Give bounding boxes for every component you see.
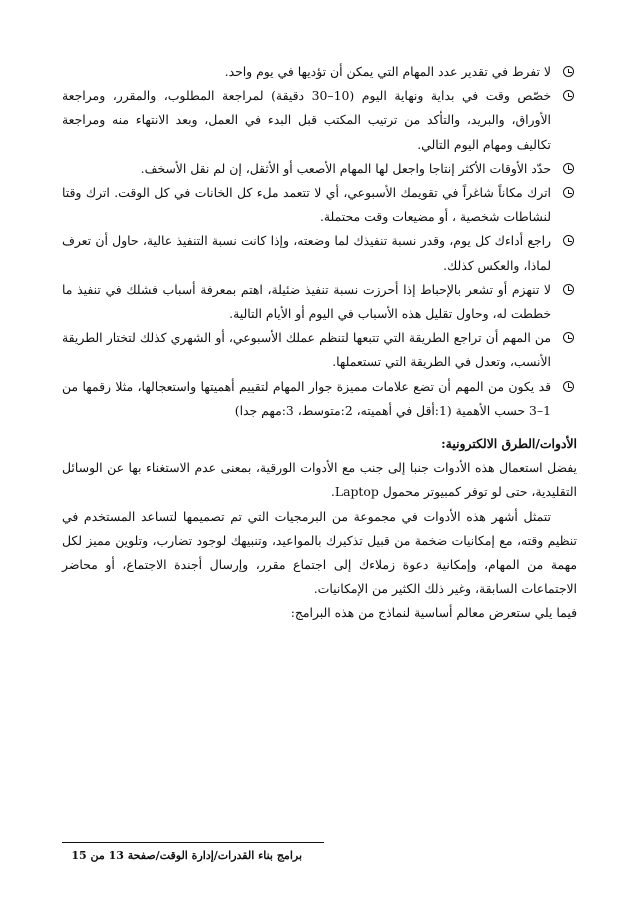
- paragraph-software: تتمثل أشهر هذه الأدوات في مجموعة من البرمجيات التي تم تصميمها لتساعد المستخدم في تنظيم وقته، مع إمكانيات ضخمة من قبيل تذكيرك بالمواعيد، وتنبيهك لوجود تضارب، وتلوين مميز لكل مهمة من المهام، وإمكانية دعوة زملاءك إلى اجتماع مقرر، وإرسال أجندة الاجتماع، أو محاضر الاجتماعات السابقة، وغير ذلك الكثير من الإمكانيات.: [62, 508, 577, 597]
- bullet-text: حدّد الأوقات الأكثر إنتاجا واجعل لها المهام الأصعب أو الأثقل، إن لم نقل الأسخف.: [140, 160, 551, 176]
- clock-icon: [563, 332, 574, 343]
- bullet-item: [62, 326, 577, 374]
- bullet-item: [62, 84, 577, 157]
- bullet-item: [62, 278, 577, 326]
- clock-icon: [563, 284, 574, 295]
- bullet-item: [62, 375, 577, 423]
- clock-icon: [563, 90, 574, 101]
- clock-icon: [563, 187, 574, 198]
- bullet-text: راجع أداءك كل يوم، وقدر نسبة تنفيذك لما وضعته، وإذا كانت نسبة التنفيذ عالية، حاول أن تعرف لماذا، والعكس كذلك.: [62, 233, 551, 273]
- bullet-item: [62, 181, 577, 229]
- clock-icon: [563, 163, 574, 174]
- footer-divider: [62, 842, 324, 843]
- clock-icon: [563, 235, 574, 246]
- bullet-item: [62, 60, 577, 84]
- page-footer: برامج بناء القدرات/إدارة الوقت/صفحة 13 من 15: [71, 849, 302, 862]
- bullet-text: قد يكون من المهم أن تضع علامات مميزة جوار المهام لتقييم أهميتها واستعجالها، مثلا رقمها من 1–3 حسب الأهمية (1:أقل في أهميته، 2:متوسط، 3:مهم جدا): [62, 378, 551, 418]
- clock-icon: [563, 381, 574, 392]
- section-heading: الأدوات/الطرق الالكترونية:: [441, 436, 577, 452]
- bullet-text: لا تفرط في تقدير عدد المهام التي يمكن أن تؤديها في يوم واحد.: [224, 64, 551, 79]
- paragraph-intro: فيما يلي ستعرض معالم أساسية لنماذج من هذه البرامج:: [290, 605, 577, 621]
- bullet-text: من المهم أن تراجع الطريقة التي تتبعها لتنظم عملك الأسبوعي، أو الشهري كذلك لتختار الطريقة الأنسب، وتعدل في الطريقة التي تستعملها.: [62, 330, 551, 370]
- bullet-text: اترك مكاناً شاغراً في تقويمك الأسبوعي، أي لا تتعمد ملء كل الخانات في كل الوقت. اترك وقتا لنشاطات شخصية ، أو مضيعات وقت محتملة.: [62, 185, 551, 225]
- bullet-text: لا تنهزم أو تشعر بالإحباط إذا أحرزت نسبة تنفيذ ضئيلة، اهتم بمعرفة أسباب فشلك في تنفيذ ما خططت له، وحاول تقليل هذه الأسباب في اليوم أو الأيام التالية.: [62, 281, 551, 322]
- bullet-item: [62, 229, 577, 277]
- bullet-item: [62, 157, 577, 181]
- bullet-text: خصّص وقت في بداية ونهاية اليوم (10–30 دقيقة) لمراجعة المطلوب، والمقرر، ومراجعة الأوراق، والبريد، والتأكد من ترتيب المكتب قبل البدء في العمل، وبعد الانتهاء منه ومراجعة تكاليف ومهام اليوم التالي.: [62, 88, 551, 152]
- paragraph-usage: يفضل استعمال هذه الأدوات جنبا إلى جنب مع الأدوات الورقية، بمعنى عدم الاستغناء بها عن الوسائل التقليدية، حتى لو توفر كمبيوتر محمول Laptop.: [62, 460, 577, 500]
- page-content: [62, 60, 577, 626]
- clock-icon: [563, 66, 574, 77]
